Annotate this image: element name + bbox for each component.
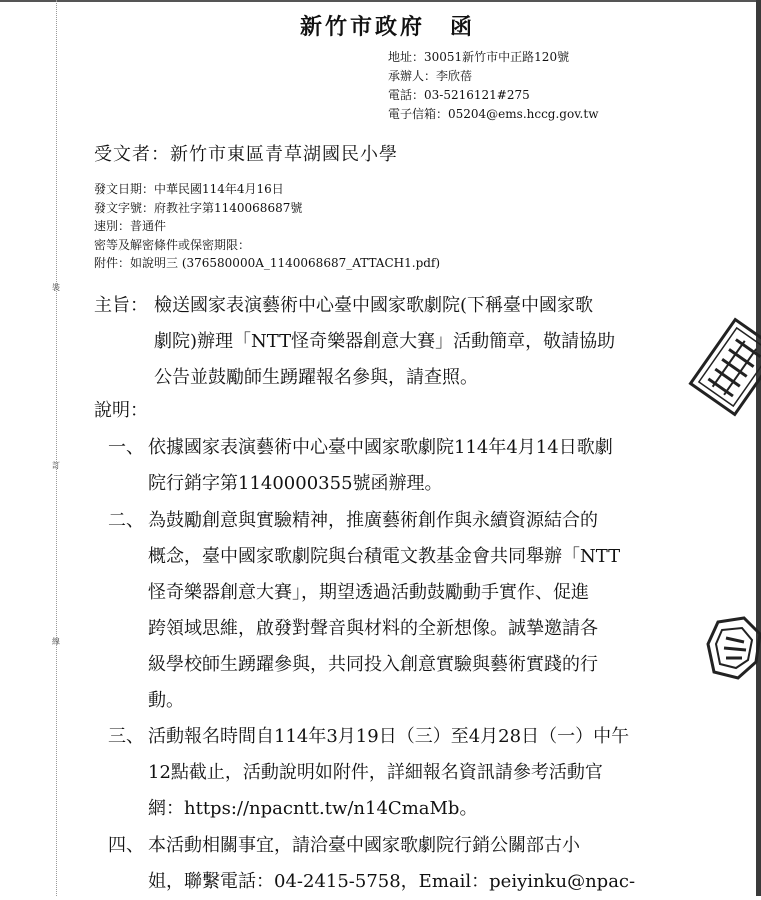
item-line: 概念，臺中國家歌劇院與台積電文教基金會共同舉辦「NTT xyxy=(148,546,621,567)
description-item-4 xyxy=(108,828,688,900)
page-top-border xyxy=(0,0,761,2)
subject-line: 劇院)辦理「NTT怪奇樂器創意大賽」活動簡章，敬請協助 xyxy=(154,331,616,352)
subject-line: 公告並鼓勵師生踴躍報名參與，請查照。 xyxy=(154,367,478,388)
item-line: 網：https://npacntt.tw/n14CmaMb。 xyxy=(148,798,478,819)
description-item-2 xyxy=(108,503,688,719)
item-line: 12點截止，活動說明如附件，詳細報名資訊請參考活動官 xyxy=(148,762,603,783)
item-number: 三、 xyxy=(108,726,144,747)
item-number: 一、 xyxy=(108,437,144,458)
subject-label: 主旨： xyxy=(94,295,148,316)
confidentiality: 密等及解密條件或保密期限： xyxy=(94,237,251,252)
recipient: 受文者：新竹市東區青草湖國民小學 xyxy=(94,144,398,165)
item-line: 跨領域思維，啟發對聲音與材料的全新想像。誠摯邀請各 xyxy=(148,618,598,639)
document-title: 新竹市政府 函 xyxy=(300,14,476,40)
item-line: 院行銷字第1140000355號函辦理。 xyxy=(148,473,443,494)
item-line: 依據國家表演藝術中心臺中國家歌劇院114年4月14日歌劇 xyxy=(148,437,613,458)
binding-mark-zhuang: 裝 xyxy=(52,283,60,292)
issue-date: 發文日期：中華民國114年4月16日 xyxy=(94,182,284,196)
item-number: 二、 xyxy=(108,510,144,531)
urgency: 速別：普通件 xyxy=(94,219,167,233)
sender-info xyxy=(388,48,598,124)
sender-email: 電子信箱：05204@ems.hccg.gov.tw xyxy=(388,107,599,121)
item-line: 活動報名時間自114年3月19日（三）至4月28日（一）中午 xyxy=(148,726,630,747)
binding-mark-xian: 線 xyxy=(52,637,60,646)
item-line: 怪奇樂器創意大賽」，期望透過活動鼓勵動手實作、促進 xyxy=(148,582,589,603)
document-meta xyxy=(94,180,440,273)
sender-phone: 電話：03-5216121#275 xyxy=(388,88,530,102)
document-number: 發文字號：府教社字第1140068687號 xyxy=(94,200,303,215)
page-right-border xyxy=(756,0,761,896)
subject-section xyxy=(94,288,694,396)
sender-contact-person: 承辦人：李欣蓓 xyxy=(388,69,473,83)
description-item-3 xyxy=(108,719,688,827)
item-line: 姐，聯繫電話：04-2415-5758，Email：peiyinku@npac- xyxy=(148,871,636,892)
attachment: 附件：如說明三 (376580000A_1140068687_ATTACH1.pdf) xyxy=(94,256,441,270)
item-line: 為鼓勵創意與實驗精神，推廣藝術創作與永續資源結合的 xyxy=(148,510,598,531)
item-line: 動。 xyxy=(148,690,184,711)
item-number: 四、 xyxy=(108,835,144,856)
subject-line: 檢送國家表演藝術中心臺中國家歌劇院(下稱臺中國家歌 xyxy=(154,295,594,316)
description-label: 說明： xyxy=(94,400,148,421)
item-line: 本活動相關事宜，請洽臺中國家歌劇院行銷公關部古小 xyxy=(148,835,580,856)
seal-stamp-icon xyxy=(704,614,761,684)
description-item-1 xyxy=(108,430,688,502)
item-line: 級學校師生踴躍參與，共同投入創意實驗與藝術實踐的行 xyxy=(148,654,598,675)
binding-mark-ding: 訂 xyxy=(52,461,60,470)
binding-line xyxy=(56,0,57,896)
sender-address: 地址：30051新竹市中正路120號 xyxy=(388,50,570,64)
